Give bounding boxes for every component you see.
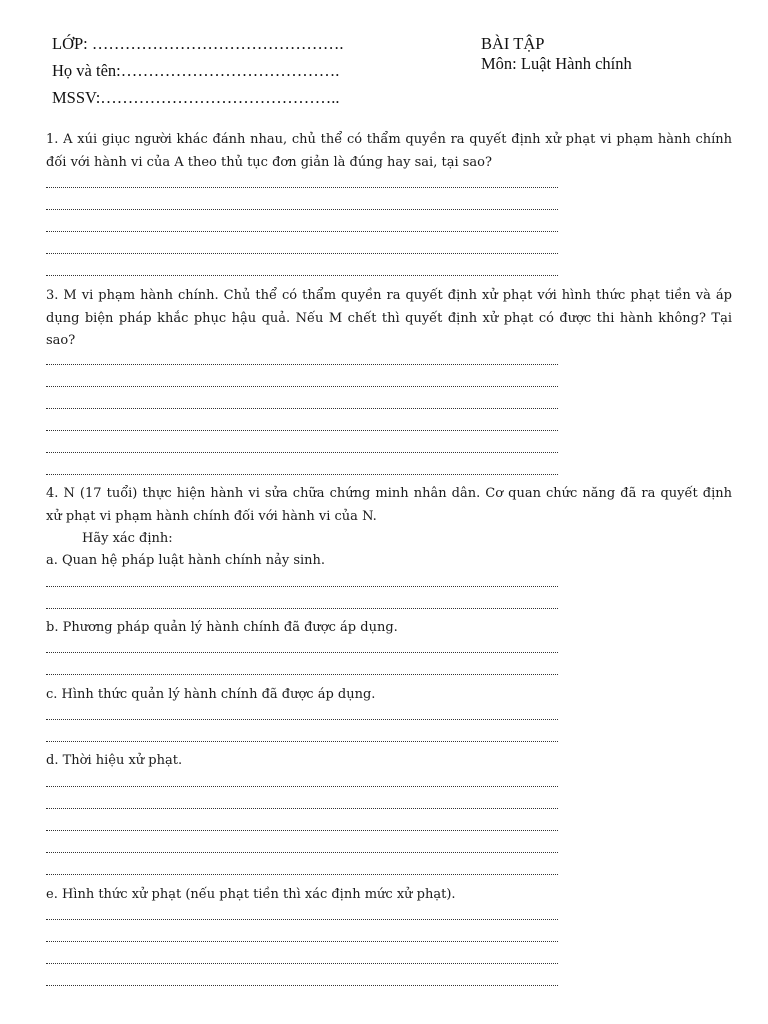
- answer-line: [46, 786, 558, 787]
- answer-line: [46, 608, 558, 609]
- answer-line: [46, 674, 558, 675]
- question-4-instruction: Hãy xác định:: [82, 531, 173, 546]
- answer-line: [46, 430, 558, 431]
- answer-line: [46, 364, 558, 365]
- question-4a: a. Quan hệ pháp luật hành chính nảy sinh.: [46, 553, 326, 568]
- answer-line: [46, 652, 558, 653]
- question-4d: d. Thời hiệu xử phạt.: [46, 753, 183, 768]
- answer-line: [46, 963, 558, 964]
- answer-line: [46, 808, 558, 809]
- question-1: 1. A xúi giục người khác đánh nhau, chủ thể có thẩm quyền ra quyết định xử phạt vi phạm hành chính đối với hành vi của A theo thủ tục đơn giản là đúng hay sai, tại sao?: [46, 132, 732, 170]
- worksheet-title: BÀI TẬP: [481, 34, 545, 53]
- answer-line: [46, 187, 558, 188]
- answer-line: [46, 741, 558, 742]
- answer-line: [46, 874, 558, 875]
- answer-line: [46, 586, 558, 587]
- answer-line: [46, 408, 558, 409]
- answer-line: [46, 231, 558, 232]
- answer-line: [46, 209, 558, 210]
- student-name-line: Họ và tên:………………………………….: [52, 61, 340, 80]
- answer-line: [46, 386, 558, 387]
- answer-line: [46, 474, 558, 475]
- answer-line: [46, 852, 558, 853]
- answer-line: [46, 452, 558, 453]
- question-4e: e. Hình thức xử phạt (nếu phạt tiền thì xác định mức xử phạt).: [46, 887, 456, 902]
- answer-line: [46, 919, 558, 920]
- answer-line: [46, 830, 558, 831]
- answer-line: [46, 719, 558, 720]
- question-4b: b. Phương pháp quản lý hành chính đã được áp dụng.: [46, 620, 398, 635]
- subject-line: Môn: Luật Hành chính: [481, 54, 632, 73]
- answer-line: [46, 275, 558, 276]
- answer-line: [46, 985, 558, 986]
- question-3: 3. M vi phạm hành chính. Chủ thể có thẩm quyền ra quyết định xử phạt với hình thức phạt tiền và áp dụng biện pháp khắc phục hậu quả. Nếu M chết thì quyết định xử phạt có được thi hành không? Tại sao?: [46, 288, 732, 348]
- student-id-line: MSSV:……………………………………..: [52, 88, 340, 107]
- question-4: 4. N (17 tuổi) thực hiện hành vi sửa chữa chứng minh nhân dân. Cơ quan chức năng đã ra quyết định xử phạt vi phạm hành chính đối với hành vi của N.: [46, 486, 732, 524]
- class-line: LỚP: ……………………………………….: [52, 34, 344, 53]
- question-4c: c. Hình thức quản lý hành chính đã được áp dụng.: [46, 687, 376, 702]
- answer-line: [46, 253, 558, 254]
- answer-line: [46, 941, 558, 942]
